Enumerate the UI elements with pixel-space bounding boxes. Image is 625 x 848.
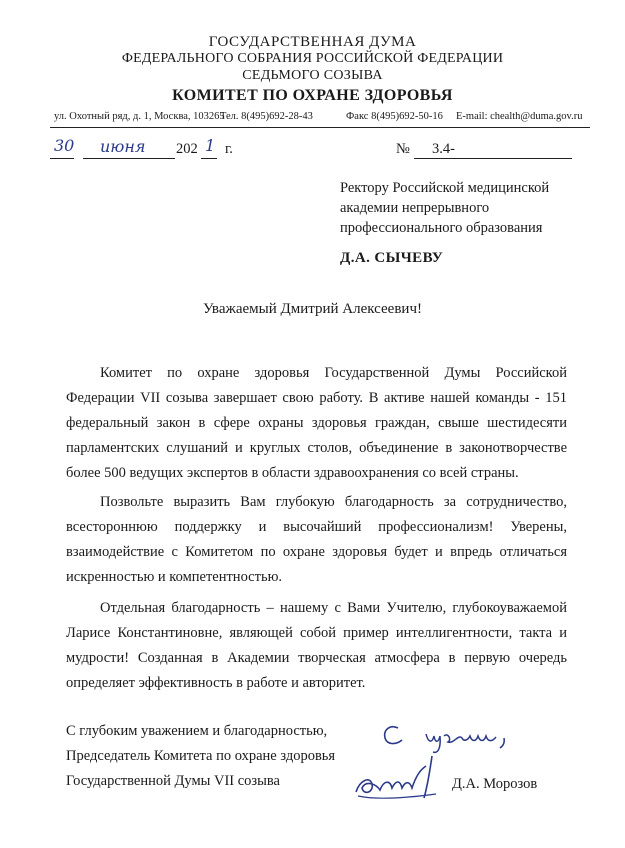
day-underline <box>50 158 74 159</box>
closing-line-2: Председатель Комитета по охране здоровья <box>66 748 336 764</box>
date-year-prefix: 202 <box>176 141 198 157</box>
date-day: 30 <box>54 136 75 155</box>
dateline <box>0 136 625 166</box>
date-month: июня <box>100 137 146 156</box>
address-text: ул. Охотный ряд, д. 1, Москва, 103265 <box>54 111 225 122</box>
date-year-suffix: г. <box>225 141 233 157</box>
date-year-digit: 1 <box>205 136 216 155</box>
year-underline <box>201 158 217 159</box>
greeting: Уважаемый Дмитрий Алексеевич! <box>203 301 422 317</box>
number-underline <box>414 158 572 159</box>
letterhead-line-2: ФЕДЕРАЛЬНОГО СОБРАНИЯ РОССИЙСКОЙ ФЕДЕРАЦИИ <box>121 51 504 66</box>
recipient-name: Д.А. СЫЧЕВУ <box>340 250 444 266</box>
month-underline <box>83 158 175 159</box>
closing-line-3: Государственной Думы VII созыва <box>66 773 280 789</box>
recipient-line-3: профессионального образования <box>340 220 543 236</box>
fax-text: Факс 8(495)692-50-16 <box>346 111 443 122</box>
email-text: E-mail: chealth@duma.gov.ru <box>456 111 583 122</box>
closing-line-1: С глубоким уважением и благодарностью, <box>66 723 328 739</box>
phone-text: Тел. 8(495)692-28-43 <box>220 111 313 122</box>
body-paragraph-2: Позвольте выразить Вам глубокую благодарность за сотрудничество, всестороннюю поддержку и высочайший профессионализм! Уверены, взаимодействие с Комитетом по охране здоровья будет и впредь отличаться искренностью и компетентностью. <box>66 494 567 585</box>
contact-line <box>54 111 584 122</box>
number-label: № <box>396 141 410 157</box>
document-number: 3.4- <box>432 141 455 157</box>
recipient-block <box>340 178 580 238</box>
body-paragraph-3: Отдельная благодарность – нашему с Вами Учителю, глубокоуважаемой Ларисе Константиновне, являющей собой пример интеллигентности, такта и мудрости! Созданная в Академии творческая атмосфера в первую очередь определяет эффективность в работе и авторитет. <box>66 600 567 691</box>
signer-name: Д.А. Морозов <box>452 776 538 792</box>
signature <box>346 750 446 810</box>
recipient-line-2: академии непрерывного <box>340 200 490 216</box>
committee-title: КОМИТЕТ ПО ОХРАНЕ ЗДОРОВЬЯ <box>172 87 453 104</box>
recipient-line-1: Ректору Российской медицинской <box>340 180 550 196</box>
letterhead-line-3: СЕДЬМОГО СОЗЫВА <box>242 68 383 83</box>
header-divider <box>50 127 590 128</box>
letterhead-line-1: ГОСУДАРСТВЕННАЯ ДУМА <box>208 34 417 50</box>
body-paragraph-1: Комитет по охране здоровья Государственной Думы Российской Федерации VII созыва завершает свою работу. В активе нашей команды - 151 федеральный закон в сфере охраны здоровья граждан, свыше шестидесяти парламентских слушаний и круглых столов, объединение в законотворчестве более 500 ведущих экспертов в области здравоохранения со всей страны. <box>66 365 567 481</box>
